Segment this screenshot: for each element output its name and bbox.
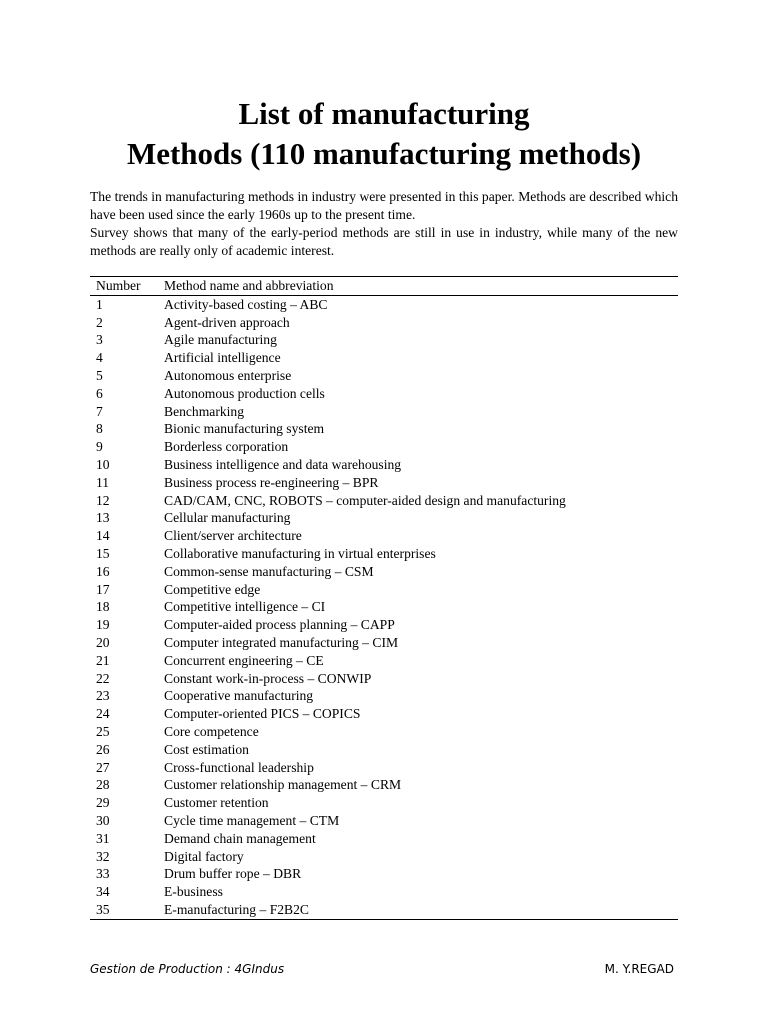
row-number: 26 xyxy=(96,741,110,757)
row-number: 11 xyxy=(96,474,110,490)
methods-table xyxy=(90,276,678,920)
row-number: 28 xyxy=(96,777,110,793)
table-header-row xyxy=(90,277,678,296)
table-row xyxy=(90,652,678,670)
table-row xyxy=(90,314,678,332)
table-row xyxy=(90,901,678,919)
table-row xyxy=(90,474,678,492)
row-number: 10 xyxy=(96,456,110,472)
footer-author: M. Y.REGAD xyxy=(604,962,674,976)
row-method-name: Concurrent engineering – CE xyxy=(164,652,324,668)
row-method-name: Computer-aided process planning – CAPP xyxy=(164,617,395,633)
row-method-name: Autonomous enterprise xyxy=(164,367,292,383)
table-row xyxy=(90,492,678,510)
row-number: 6 xyxy=(96,385,103,401)
row-number: 33 xyxy=(96,866,110,882)
row-number: 2 xyxy=(96,314,103,330)
intro-text xyxy=(90,188,678,260)
table-row xyxy=(90,616,678,634)
row-method-name: E-manufacturing – F2B2C xyxy=(164,901,309,917)
row-method-name: Competitive edge xyxy=(164,581,261,597)
table-row xyxy=(90,403,678,421)
row-number: 27 xyxy=(96,759,110,775)
table-row xyxy=(90,794,678,812)
table-row xyxy=(90,331,678,349)
row-number: 30 xyxy=(96,812,110,828)
row-number: 3 xyxy=(96,332,103,348)
row-method-name: Business intelligence and data warehousing xyxy=(164,456,402,472)
row-method-name: Autonomous production cells xyxy=(164,385,325,401)
table-row xyxy=(90,527,678,545)
table-row xyxy=(90,687,678,705)
row-method-name: Agile manufacturing xyxy=(164,332,277,348)
row-number: 34 xyxy=(96,884,110,900)
table-row xyxy=(90,385,678,403)
row-number: 15 xyxy=(96,545,110,561)
table-row xyxy=(90,581,678,599)
table-body xyxy=(90,295,678,919)
row-method-name: Cross-functional leadership xyxy=(164,759,314,775)
row-method-name: Customer relationship management – CRM xyxy=(164,777,402,793)
row-method-name: Business process re-engineering – BPR xyxy=(164,474,379,490)
row-method-name: Cycle time management – CTM xyxy=(164,812,340,828)
table-row xyxy=(90,848,678,866)
title-line-2: Methods (110 manufacturing methods) xyxy=(126,136,642,171)
table-row xyxy=(90,634,678,652)
row-method-name: Computer-oriented PICS – COPICS xyxy=(164,706,361,722)
row-number: 25 xyxy=(96,723,110,739)
row-number: 29 xyxy=(96,795,110,811)
table-row xyxy=(90,776,678,794)
table-row xyxy=(90,456,678,474)
row-method-name: Collaborative manufacturing in virtual enterprises xyxy=(164,545,436,561)
row-method-name: E-business xyxy=(164,884,223,900)
row-method-name: Computer integrated manufacturing – CIM xyxy=(164,634,399,650)
table-row xyxy=(90,420,678,438)
row-method-name: CAD/CAM, CNC, ROBOTS – computer-aided design and manufacturing xyxy=(164,492,566,508)
row-number: 16 xyxy=(96,563,110,579)
table-row xyxy=(90,759,678,777)
row-method-name: Customer retention xyxy=(164,795,269,811)
row-number: 17 xyxy=(96,581,110,597)
row-number: 4 xyxy=(96,350,103,366)
table-row xyxy=(90,812,678,830)
row-method-name: Constant work-in-process – CONWIP xyxy=(164,670,372,686)
row-number: 1 xyxy=(96,296,103,312)
footer-course-label: Gestion de Production : 4GIndus xyxy=(90,962,285,976)
row-method-name: Core competence xyxy=(164,723,259,739)
row-method-name: Cooperative manufacturing xyxy=(164,688,314,704)
row-method-name: Digital factory xyxy=(164,848,244,864)
table-row xyxy=(90,883,678,901)
intro-paragraph-2: Survey shows that many of the early-period methods are still in use in industry, while many of the new methods are really only of academic interest. xyxy=(90,225,678,258)
table-row xyxy=(90,438,678,456)
row-method-name: Agent-driven approach xyxy=(164,314,290,330)
table-row xyxy=(90,509,678,527)
table-row xyxy=(90,563,678,581)
row-number: 31 xyxy=(96,830,110,846)
page-title xyxy=(0,94,768,174)
row-number: 14 xyxy=(96,528,110,544)
row-number: 21 xyxy=(96,652,110,668)
row-number: 23 xyxy=(96,688,110,704)
table-row xyxy=(90,598,678,616)
row-method-name: Common-sense manufacturing – CSM xyxy=(164,563,374,579)
row-number: 7 xyxy=(96,403,103,419)
title-line-1: List of manufacturing xyxy=(238,96,530,131)
table-row xyxy=(90,741,678,759)
column-header-method: Method name and abbreviation xyxy=(164,278,334,293)
row-method-name: Benchmarking xyxy=(164,403,245,419)
table-row xyxy=(90,295,678,313)
row-method-name: Artificial intelligence xyxy=(164,350,281,366)
row-method-name: Competitive intelligence – CI xyxy=(164,599,326,615)
row-number: 9 xyxy=(96,439,103,455)
row-method-name: Cost estimation xyxy=(164,741,249,757)
row-number: 12 xyxy=(96,492,110,508)
row-method-name: Bionic manufacturing system xyxy=(164,421,325,437)
row-number: 5 xyxy=(96,367,103,383)
row-method-name: Demand chain management xyxy=(164,830,316,846)
table-row xyxy=(90,830,678,848)
row-method-name: Cellular manufacturing xyxy=(164,510,291,526)
table-row xyxy=(90,723,678,741)
row-number: 8 xyxy=(96,421,103,437)
intro-paragraph-1: The trends in manufacturing methods in industry were presented in this paper. Methods are described which have been used since the early 1960s up to the present time. xyxy=(90,189,678,222)
row-number: 13 xyxy=(96,510,110,526)
table-row xyxy=(90,865,678,883)
row-number: 22 xyxy=(96,670,110,686)
row-number: 24 xyxy=(96,706,110,722)
column-header-number: Number xyxy=(96,278,141,293)
row-number: 19 xyxy=(96,617,110,633)
row-number: 32 xyxy=(96,848,110,864)
table-row xyxy=(90,545,678,563)
table-row xyxy=(90,349,678,367)
row-number: 20 xyxy=(96,634,110,650)
row-number: 18 xyxy=(96,599,110,615)
row-method-name: Client/server architecture xyxy=(164,528,302,544)
row-method-name: Drum buffer rope – DBR xyxy=(164,866,302,882)
table-row xyxy=(90,670,678,688)
row-method-name: Borderless corporation xyxy=(164,439,289,455)
row-number: 35 xyxy=(96,901,110,917)
table-row xyxy=(90,367,678,385)
row-method-name: Activity-based costing – ABC xyxy=(164,296,328,312)
table-row xyxy=(90,705,678,723)
